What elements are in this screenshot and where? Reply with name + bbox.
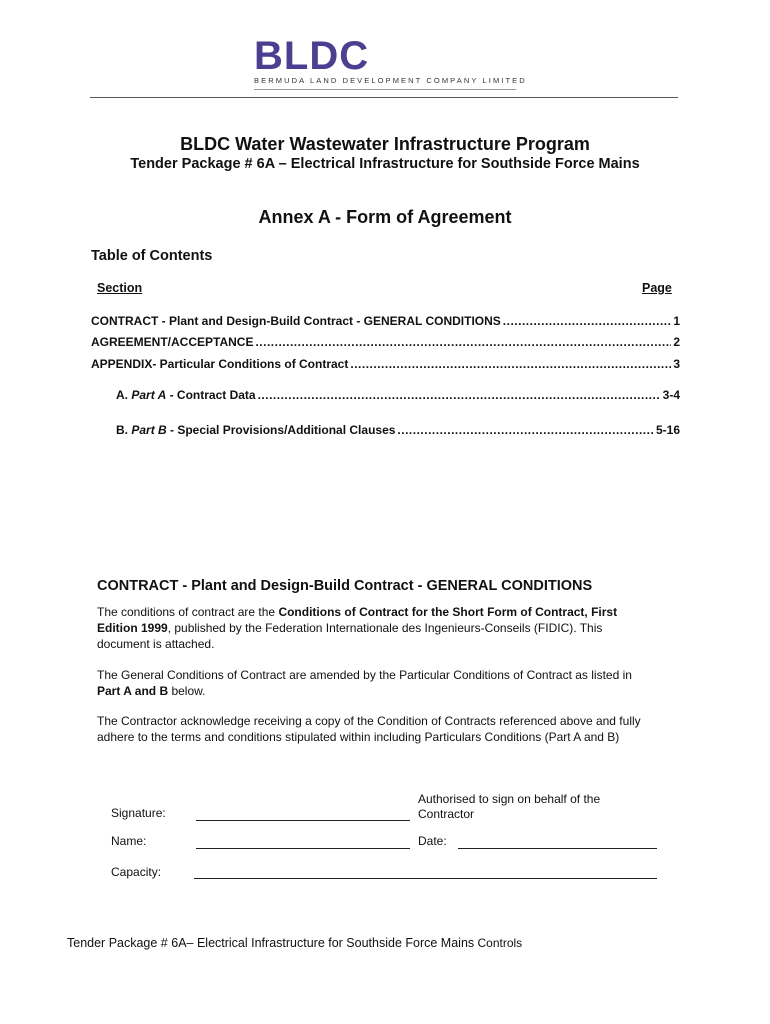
toc-sub-entry-part-b[interactable]	[116, 423, 680, 437]
toc-leader	[258, 388, 661, 402]
header-divider	[90, 97, 678, 98]
toc-leader	[503, 314, 672, 328]
toc-entry-page: 1	[673, 314, 680, 328]
capacity-line[interactable]	[194, 878, 657, 879]
signature-label: Signature:	[111, 806, 166, 820]
toc-entry-title: CONTRACT - Plant and Design-Build Contract - GENERAL CONDITIONS	[91, 314, 501, 328]
document-title: BLDC Water Wastewater Infrastructure Program	[180, 134, 590, 154]
toc-sub-title	[116, 388, 256, 402]
toc-sub-page: 5-16	[655, 423, 680, 437]
toc-entry-general-conditions[interactable]	[91, 314, 680, 328]
toc-entry-page: 2	[673, 335, 680, 349]
logo-tagline: BERMUDA LAND DEVELOPMENT COMPANY LIMITED	[254, 76, 516, 90]
signature-line[interactable]	[196, 820, 410, 821]
general-conditions-paragraph-3: The Contractor acknowledge receiving a copy of the Condition of Contracts referenced above and fully adhere to the terms and conditions stipulated within including Particulars Conditions (Part A and B)	[97, 714, 641, 744]
date-label: Date:	[418, 834, 447, 848]
toc-section-header: Section	[97, 281, 143, 295]
toc-entry-page: 3	[673, 357, 680, 371]
annex-title: Annex A - Form of Agreement	[258, 207, 512, 227]
capacity-label: Capacity:	[111, 865, 162, 879]
footer-main: Tender Package # 6A– Electrical Infrastructure for Southside Force Mains	[67, 936, 475, 950]
footer-suffix: Controls	[474, 936, 523, 950]
toc-sub-title	[116, 423, 395, 437]
p2-text-bold: Part A and B	[97, 684, 169, 698]
toc-sub-rest: - Special Provisions/Additional Clauses	[166, 423, 396, 437]
p2-text-a: The General Conditions of Contract are amended by the Particular Conditions of Contract as listed in	[97, 668, 632, 682]
date-line[interactable]	[458, 848, 657, 849]
toc-entry-agreement[interactable]	[91, 335, 680, 349]
bldc-logo	[254, 34, 527, 90]
toc-leader	[255, 335, 671, 349]
logo-wordmark: BLDC	[254, 34, 370, 78]
toc-sub-entry-part-a[interactable]	[116, 388, 680, 402]
authorised-label: Authorised to sign on behalf of the Contractor	[418, 792, 601, 821]
toc-sub-rest: - Contract Data	[166, 388, 256, 402]
toc-sub-page: 3-4	[662, 388, 680, 402]
toc-sub-prefix: B.	[116, 423, 128, 437]
name-label: Name:	[111, 834, 147, 848]
toc-entry-title: AGREEMENT/ACCEPTANCE	[91, 335, 254, 349]
toc-leader	[397, 423, 654, 437]
page-footer	[67, 936, 522, 950]
general-conditions-heading: CONTRACT - Plant and Design-Build Contract - GENERAL CONDITIONS	[97, 578, 593, 594]
p1-text-bold: Conditions of Contract for the Short Form of Contract, First Edition 1999	[97, 605, 618, 635]
name-line[interactable]	[196, 848, 410, 849]
toc-sub-part: Part B	[131, 423, 167, 437]
general-conditions-paragraph-2	[97, 667, 657, 699]
toc-heading: Table of Contents	[91, 248, 213, 264]
document-subtitle: Tender Package # 6A – Electrical Infrastructure for Southside Force Mains	[130, 156, 640, 172]
toc-page-header: Page	[642, 281, 672, 295]
toc-sub-prefix: A.	[116, 388, 128, 402]
toc-sub-part: Part A	[131, 388, 167, 402]
toc-entry-appendix[interactable]	[91, 357, 680, 371]
p1-text-b: , published by the Federation Internationale des Ingenieurs-Conseils (FIDIC). This document is attached.	[97, 621, 603, 651]
general-conditions-paragraph-1	[97, 604, 657, 652]
p2-text-b: below.	[168, 684, 206, 698]
p1-text-a: The conditions of contract are the	[97, 605, 279, 619]
toc-leader	[350, 357, 671, 371]
toc-entry-title: APPENDIX- Particular Conditions of Contract	[91, 357, 349, 371]
